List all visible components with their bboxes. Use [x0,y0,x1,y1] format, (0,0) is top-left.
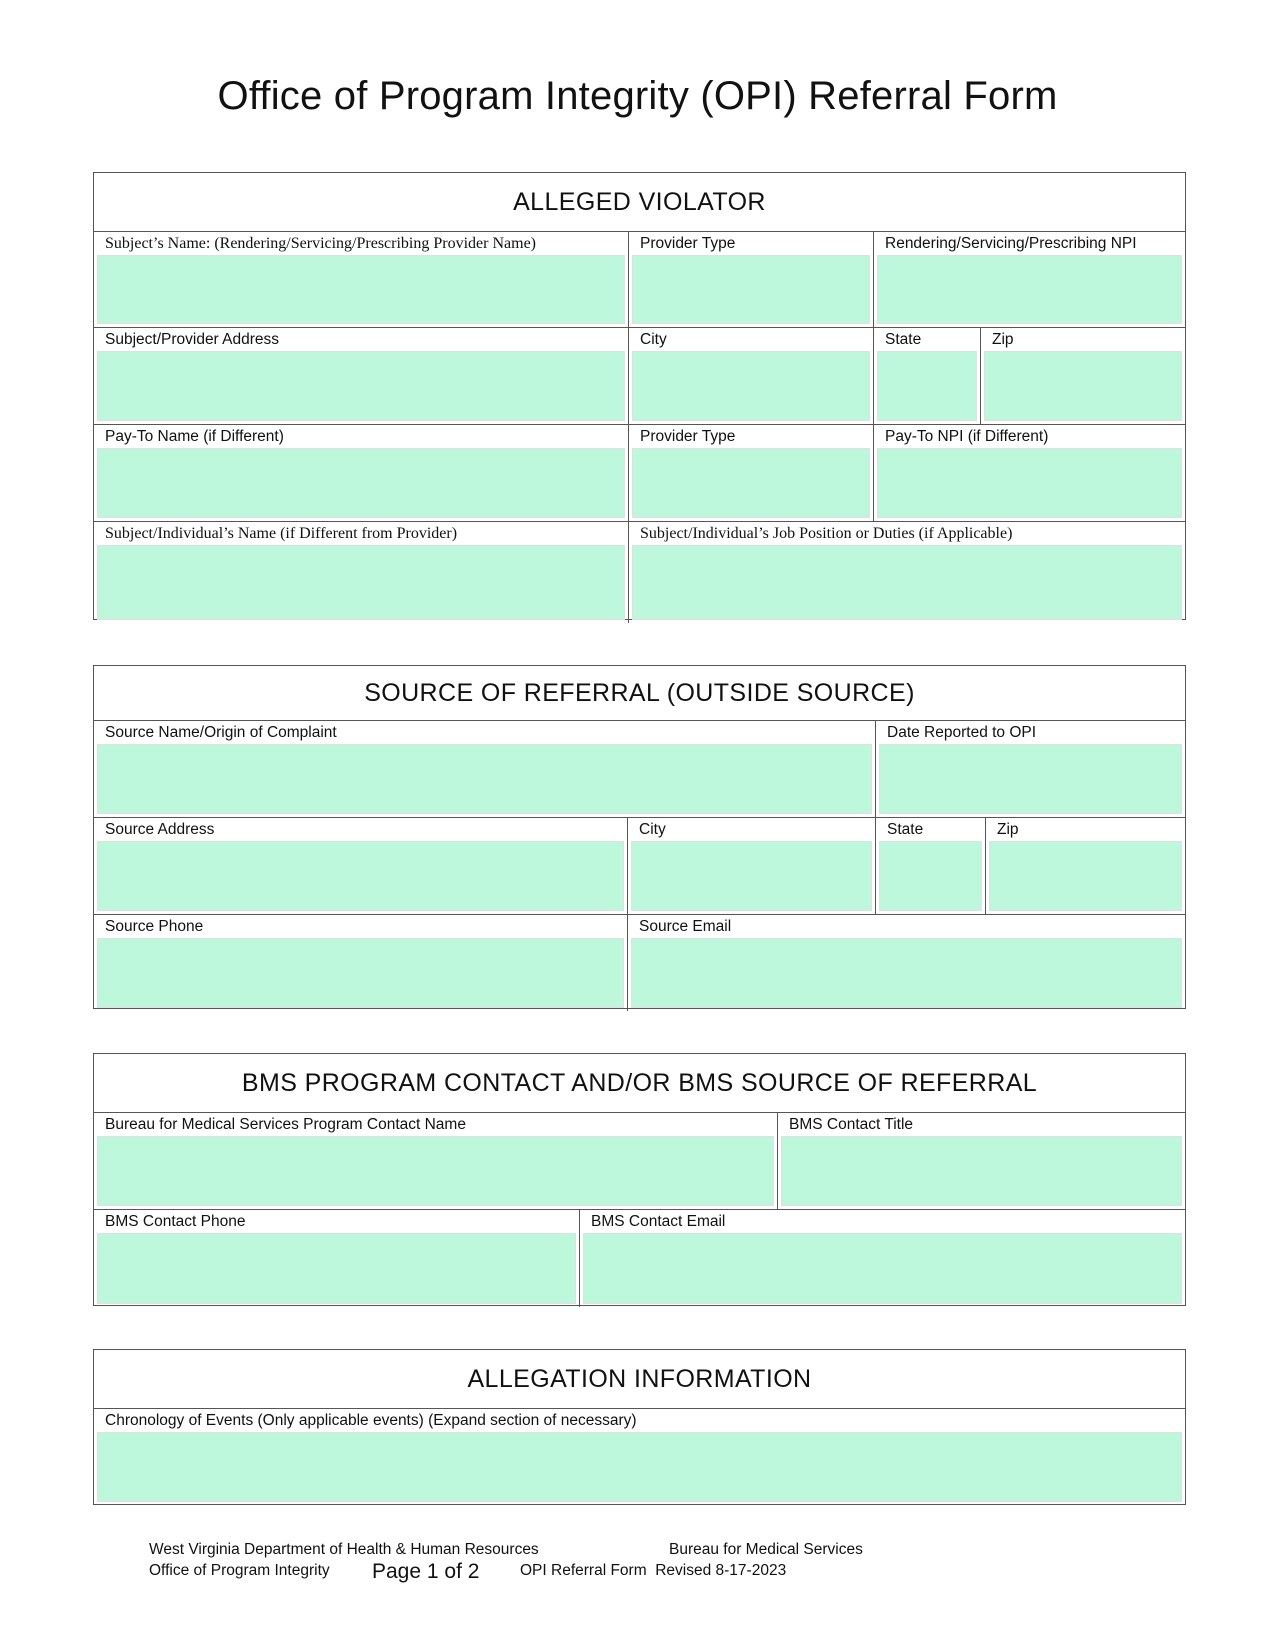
allegation-section [93,1349,1186,1505]
source-city-cell [628,818,876,914]
source-email-cell [628,915,1185,1011]
subject-name-field[interactable] [97,255,625,324]
provider-zip-label: Zip [992,332,1014,348]
bms-contact-title-cell [778,1113,1185,1209]
payto-name-cell [94,425,629,521]
payto-name-label: Pay-To Name (if Different) [105,429,284,445]
source-city-field[interactable] [631,841,872,911]
provider-zip-cell [981,328,1185,424]
source-name-field[interactable] [97,744,872,814]
payto-provider-type-label: Provider Type [640,429,736,445]
source-state-field[interactable] [879,841,982,911]
job-position-cell [629,522,1185,623]
job-position-label: Subject/Individual’s Job Position or Duties (if Applicable) [640,526,1013,542]
alleged-violator-section [93,172,1186,620]
job-position-field[interactable] [632,545,1182,620]
date-reported-field[interactable] [879,744,1182,814]
chronology-cell [94,1409,1185,1505]
chronology-label: Chronology of Events (Only applicable events) (Expand section of necessary) [105,1413,637,1429]
bms-contact-name-cell [94,1113,778,1209]
payto-npi-cell [874,425,1185,521]
footer-dept: West Virginia Department of Health & Human Resources [149,1541,539,1558]
footer-bureau: Bureau for Medical Services [669,1541,863,1558]
bms-contact-section [93,1053,1186,1306]
provider-state-cell [874,328,981,424]
source-address-cell [94,818,628,914]
footer-office: Office of Program Integrity [149,1562,330,1579]
provider-address-label: Subject/Provider Address [105,332,280,348]
npi-cell [874,232,1185,327]
bms-contact-email-field[interactable] [583,1233,1182,1304]
allegation-heading: ALLEGATION INFORMATION [94,1350,1185,1409]
provider-state-field[interactable] [877,351,977,421]
bms-contact-phone-cell [94,1210,580,1307]
source-zip-field[interactable] [989,841,1182,911]
npi-label: Rendering/Servicing/Prescribing NPI [885,236,1137,252]
source-name-cell [94,721,876,817]
footer-revision: OPI Referral Form Revised 8-17-2023 [520,1562,787,1579]
source-phone-cell [94,915,628,1011]
provider-address-cell [94,328,629,424]
payto-provider-type-field[interactable] [632,448,870,518]
source-phone-label: Source Phone [105,919,204,935]
provider-city-label: City [640,332,667,348]
source-city-label: City [639,822,666,838]
date-reported-label: Date Reported to OPI [887,725,1037,741]
source-address-field[interactable] [97,841,624,911]
page-title: Office of Program Integrity (OPI) Referral Form [217,74,1058,118]
provider-type-cell [629,232,874,327]
individual-name-cell [94,522,629,623]
source-name-label: Source Name/Origin of Complaint [105,725,337,741]
bms-contact-name-label: Bureau for Medical Services Program Contact Name [105,1117,466,1133]
subject-name-cell [94,232,629,327]
individual-name-label: Subject/Individual’s Name (if Different from Provider) [105,526,458,542]
source-state-cell [876,818,986,914]
payto-provider-type-cell [629,425,874,521]
payto-name-field[interactable] [97,448,625,518]
source-of-referral-section [93,665,1186,1009]
alleged-violator-heading: ALLEGED VIOLATOR [94,173,1185,232]
individual-name-field[interactable] [97,545,625,620]
payto-npi-field[interactable] [877,448,1182,518]
source-state-label: State [887,822,924,838]
date-reported-cell [876,721,1185,817]
source-zip-label: Zip [997,822,1019,838]
subject-name-label: Subject’s Name: (Rendering/Servicing/Prescribing Provider Name) [105,236,537,252]
provider-state-label: State [885,332,922,348]
provider-type-label: Provider Type [640,236,736,252]
provider-address-field[interactable] [97,351,625,421]
payto-npi-label: Pay-To NPI (if Different) [885,429,1049,445]
provider-type-field[interactable] [632,255,870,324]
bms-contact-phone-label: BMS Contact Phone [105,1214,246,1230]
source-email-field[interactable] [631,938,1182,1008]
bms-heading: BMS PROGRAM CONTACT AND/OR BMS SOURCE OF REFERRAL [94,1054,1185,1113]
provider-city-cell [629,328,874,424]
bms-contact-title-label: BMS Contact Title [789,1117,914,1133]
source-phone-field[interactable] [97,938,624,1008]
bms-contact-name-field[interactable] [97,1136,774,1206]
bms-contact-title-field[interactable] [781,1136,1182,1206]
bms-contact-email-label: BMS Contact Email [591,1214,726,1230]
source-address-label: Source Address [105,822,215,838]
bms-contact-email-cell [580,1210,1185,1307]
bms-contact-phone-field[interactable] [97,1233,576,1304]
provider-zip-field[interactable] [984,351,1182,421]
npi-field[interactable] [877,255,1182,324]
provider-city-field[interactable] [632,351,870,421]
chronology-field[interactable] [97,1432,1182,1502]
page-number: Page 1 of 2 [372,1560,480,1583]
source-email-label: Source Email [639,919,732,935]
source-zip-cell [986,818,1185,914]
source-heading: SOURCE OF REFERRAL (OUTSIDE SOURCE) [94,666,1185,721]
